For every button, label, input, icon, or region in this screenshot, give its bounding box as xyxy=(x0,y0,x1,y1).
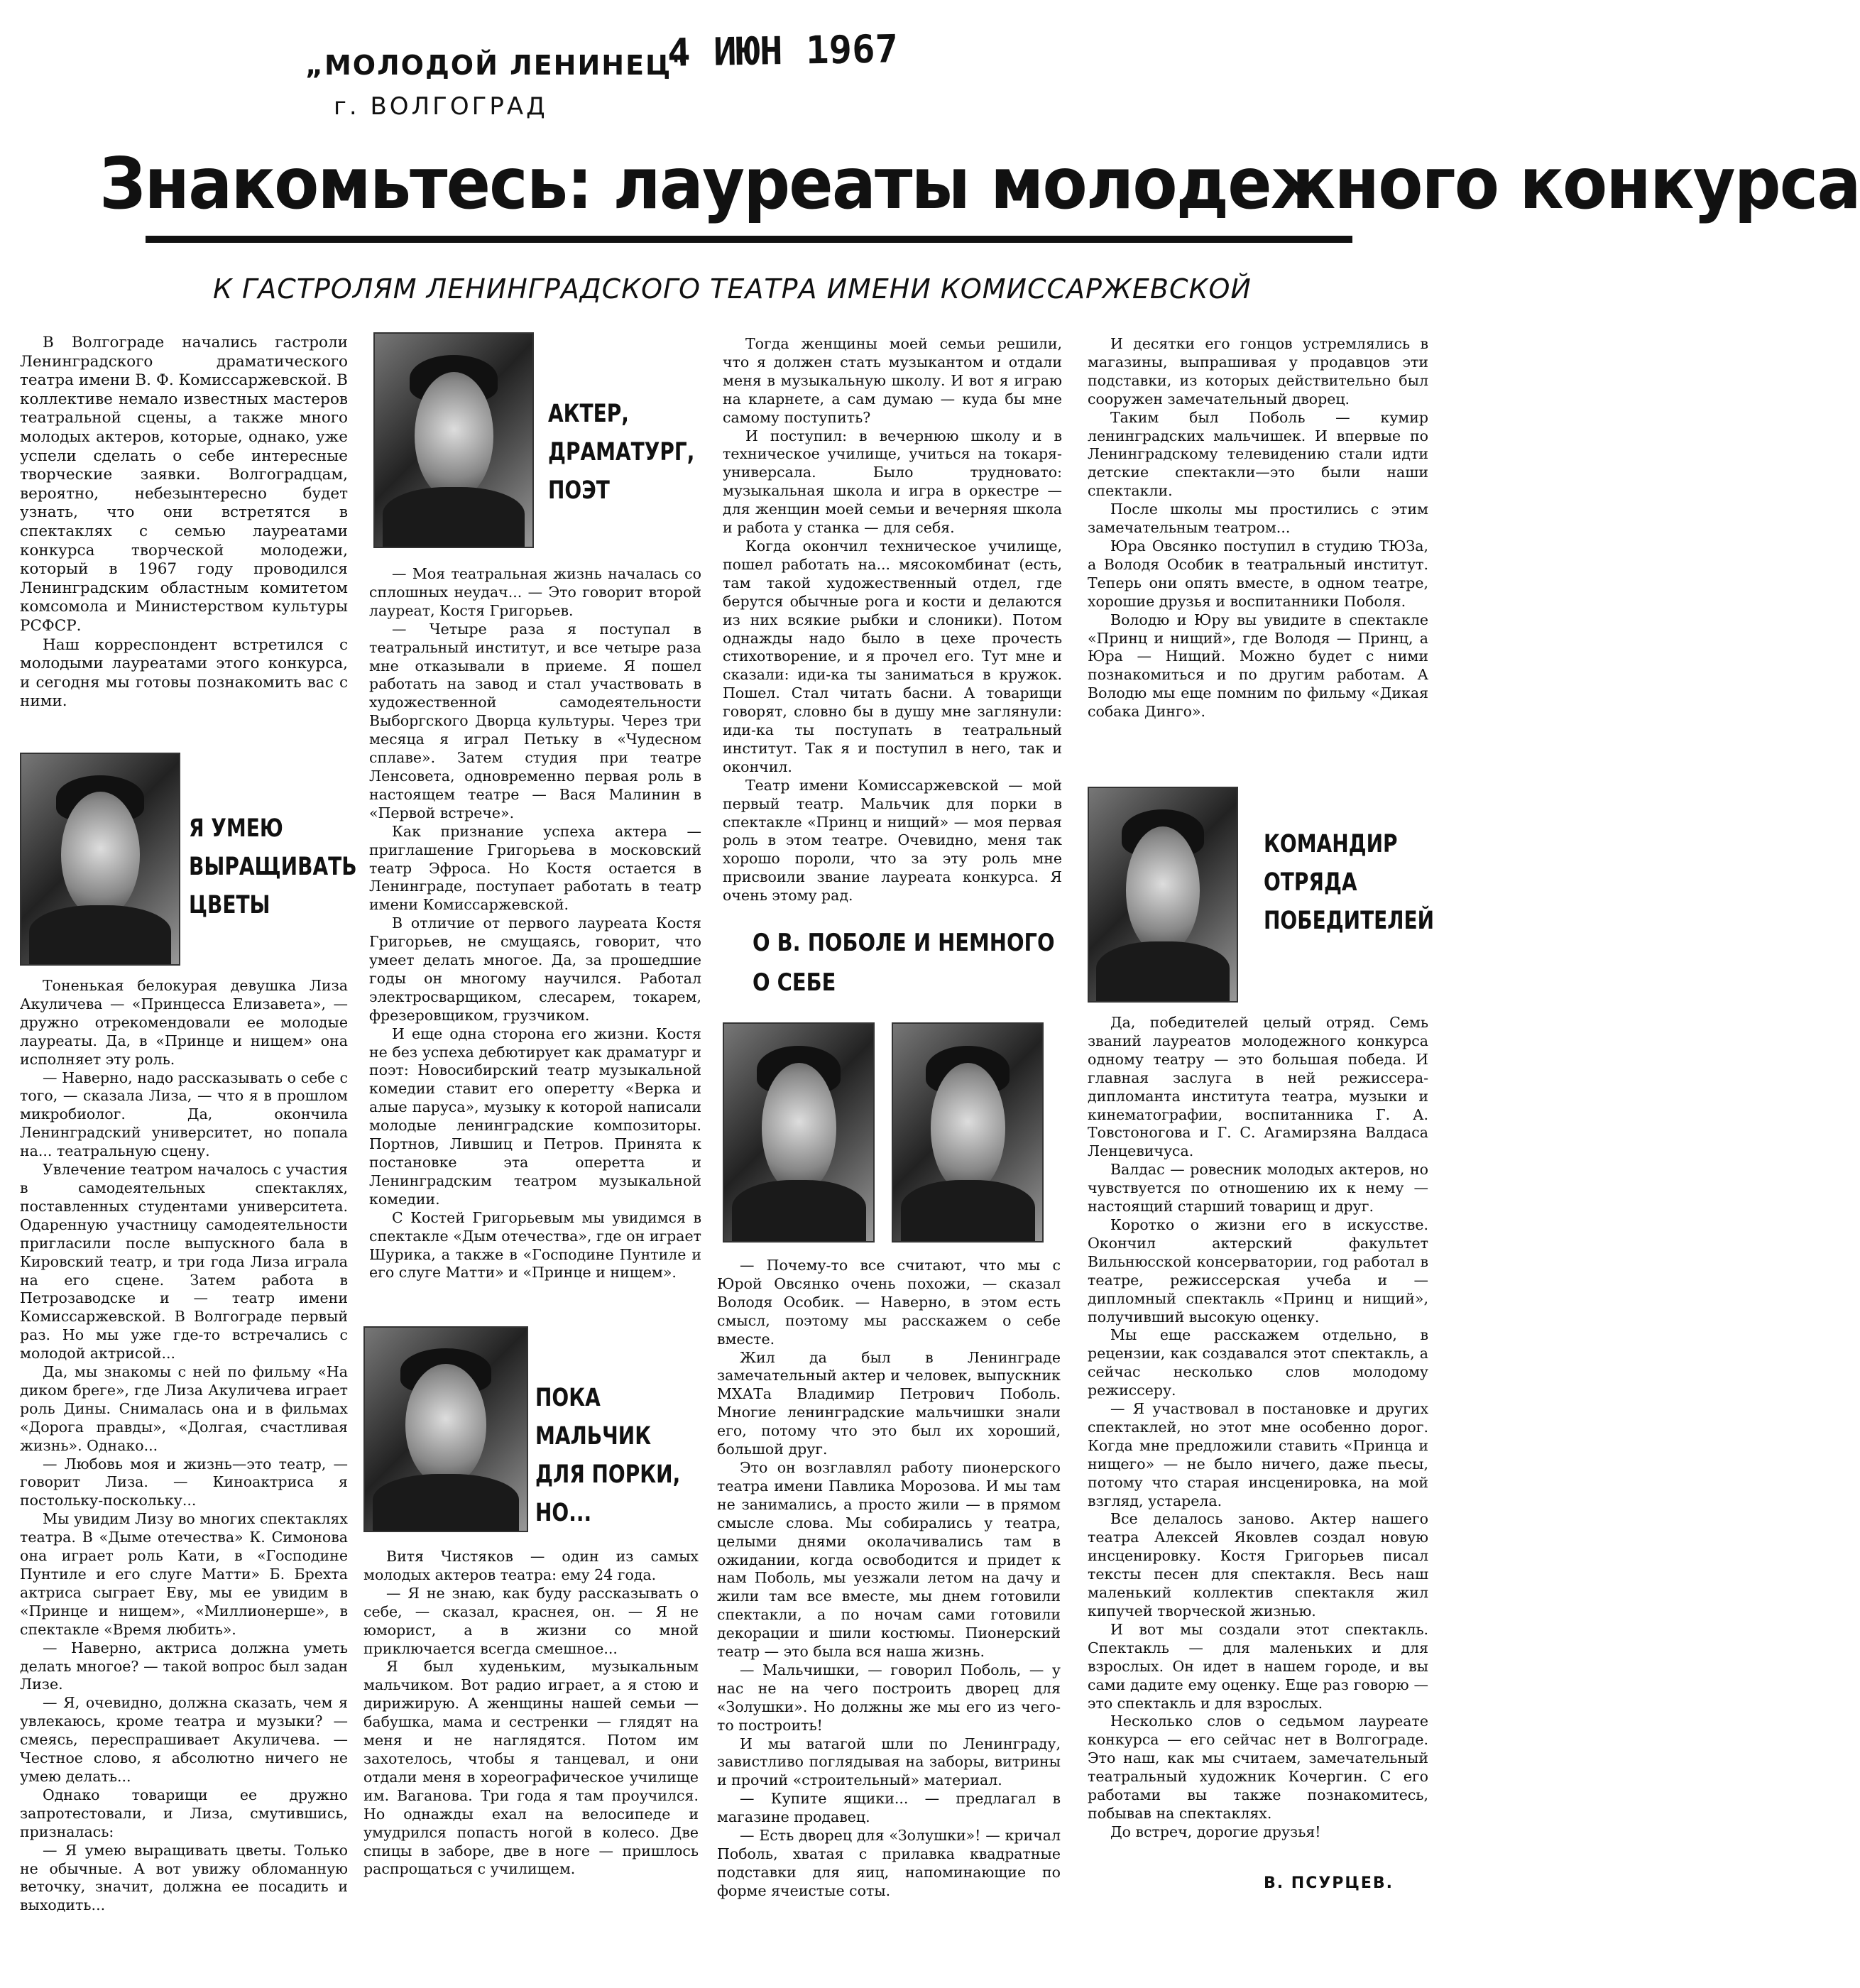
section1-heading: Я УМЕЮ ВЫРАЩИВАТЬ ЦВЕТЫ xyxy=(189,814,357,919)
subheadline: К ГАСТРОЛЯМ ЛЕНИНГРАДСКОГО ТЕАТРА ИМЕНИ КОМИССАРЖЕВСКОЙ xyxy=(213,273,1252,305)
photo-kostya-grigoriev xyxy=(373,332,534,548)
headline-rule xyxy=(146,236,1352,243)
newspaper-stamp: „МОЛОДОЙ ЛЕНИНЕЦ" xyxy=(305,50,688,81)
date-stamp: 4 ИЮН 1967 xyxy=(667,26,899,75)
section5-heading: КОМАНДИР ОТРЯДА ПОБЕДИТЕЛЕЙ xyxy=(1264,830,1435,935)
intro-text: В Волгограде начались гастроли Ленинградского драматического театра имени В. Ф. Комиссаржевской. В коллективе немало известных мастеров театральной сцены, а также много молодых актеров, которые, однако, уже успели сделать о себе интересные творческие заявки. Волгоградцам, вероятно, небезынтересно будет узнать, что они встретятся в спектаклях с семью лауреатами конкурса творческой молодежи, который в 1967 году проводился Ленинградским областным комитетом комсомола и Министерством культуры РСФСР. Наш корреспондент встретился с молодыми лауреатами этого конкурса, и сегодня мы готовы познакомить вас с ними. xyxy=(20,334,348,711)
photo-liza-akulicheva xyxy=(20,753,180,966)
photo-volodya-osobik xyxy=(723,1022,875,1242)
section3-text-part1: Витя Чистяков — один из самых молодых актеров театра: ему 24 года. — Я не знаю, как буду рассказывать о себе, — сказал, краснея, он. — Я не юморист, а в жизни со мной приключается всегда смешное... Я был худеньким, музыкальным мальчиком. Вот радио играет, а я стою и дирижирую. А женщины нашей семьи — бабушка, мама и сестренки — глядят на меня и не наглядятся. Потом им захотелось, чтобы я танцевал, и они отдали меня в хореографическое училище им. Ваганова. Три года я там проучился. Но однажды ехал на велосипеде и умудрился попасть ногой в колесо. Две спицы в заборе, две в ноге — пришлось распрощаться с училищем. xyxy=(363,1548,699,1878)
section2-heading: АКТЕР, ДРАМАТУРГ, ПОЭТ xyxy=(548,400,695,505)
city-stamp: г. ВОЛГОГРАД xyxy=(334,92,548,121)
section2-text: — Моя театральная жизнь началась со сплошных неудач... — Это говорит второй лауреат, Костя Григорьев. — Четыре раза я поступал в театральный институт, и все четыре раза мне отказывали в приеме. Я пошел работать на завод и стал участвовать в художественной самодеятельности Выборгского Дворца культуры. Через три месяца я играл Петьку в «Чудесном сплаве». Затем студия при театре Ленсовета, одновременно первая роль в настоящем театре — Вася Малинин в «Первой встрече». Как признание успеха актера — приглашение Григорьева в московский театр Эфроса. Но Костя остается в Ленинграде, поступает работать в театр имени Комиссаржевской. В отличие от первого лауреата Костя Григорьев, не смущаясь, говорит, что умеет делать многое. Да, за прошедшие годы он многому научился. Работал электросварщиком, слесарем, токарем, фрезеровщиком, грузчиком. И еще одна сторона его жизни. Костя не без успеха дебютирует как драматург и поэт: Новосибирский театр музыкальной комедии ставит его оперетту «Верка и алые паруса», музыку к которой написали молодые ленинградские композиторы. Портнов, Лившиц и Петров. Принята к постановке эта оперетта и Ленинградским театром музыкальной комедии. С Костей Григорьевым мы увидимся в спектакле «Дым отечества», где он играет Шурика, а также в «Господине Пунтиле и его слуге Матти» и «Принце и нищем». xyxy=(369,565,701,1282)
photo-vitya-chistyakov xyxy=(363,1326,528,1532)
photo-valdas-lencevicius xyxy=(1088,787,1238,1003)
photo-yura-ovsyanko xyxy=(892,1022,1044,1242)
section4-text-part2: И десятки его гонцов устремлялись в магазины, выпрашивая у продавцов эти подставки, из которых действительно был сооружен замечательный дворец. Таким был Поболь — кумир ленинградских мальчишек. И впервые по Ленинградскому телевидению стали идти детские спектакли—это были наши спектакли. После школы мы простились с этим замечательным театром... Юра Овсянко поступил в студию ТЮЗа, а Володя Особик в театральный институт. Теперь они опять вместе, в одном театре, хорошие друзья и воспитанники Поболя. Володю и Юру вы увидите в спектакле «Принц и нищий», где Володя — Принц, а Юра — Нищий. Можно будет с ними познакомиться и по другим работам. А Володю мы еще помним по фильму «Дикая собака Динго». xyxy=(1088,335,1428,721)
section3-heading: ПОКА МАЛЬЧИК ДЛЯ ПОРКИ, НО... xyxy=(535,1384,681,1527)
section4-heading: О В. ПОБОЛЕ И НЕМНОГО О СЕБЕ xyxy=(753,929,1055,997)
section3-text-part2: Тогда женщины моей семьи решили, что я должен стать музыкантом и отдали меня в музыкальную школу. И вот я играю на кларнете, а сам думаю — куда бы мне самому поступить? И поступил: в вечернюю школу и в техническое училище, учиться на токаря-универсала. Было трудновато: музыкальная школа и игра в оркестре — для женщин моей семьи и вечерняя школа и работа у станка — для себя. Когда окончил техническое училище, пошел работать на... мясокомбинат (есть, там такой художественный отдел, где берутся обычные рога и кости и делаются из них всякие рыбки и слоники). Потом однажды надо было в цехе прочесть стихотворение, и я прочел его. Тут мне и сказали: иди-ка ты заниматься в кружок. Пошел. Стал читать басни. А товарищи говорят, словно бы в душу мне заглянули: иди-ка ты поступать в театральный институт. Так я и поступил в него, так и окончил. Театр имени Комиссаржевской — мой первый театр. Мальчик для порки в спектакле «Принц и нищий» — моя первая роль в этом театре. Очевидно, меня так хорошо пороли, что за эту роль мне присвоили звание лауреата конкурса. Я очень этому рад. xyxy=(723,335,1062,905)
section1-text: Тоненькая белокурая девушка Лиза Акуличева — «Принцесса Елизавета», — дружно отрекомендовали ее молодые лауреаты. Да, в «Принце и нищем» она исполняет эту роль. — Наверно, надо рассказывать о себе с того, — сказала Лиза, — что я в прошлом микробиолог. Да, окончила Ленинградский университет, но попала на... театральную сцену. Увлечение театром началось с участия в самодеятельных спектаклях, поставленных студентами университета. Одаренную участницу самодеятельности пригласили после выпускного бала в Кировский театр, и три года Лиза играла на его сцене. Затем работа в Петрозаводске и — театр имени Комиссаржевской. В Волгограде первый раз. Но мы уже где-то встречались с молодой актрисой... Да, мы знакомы с ней по фильму «На диком бреге», где Лиза Акуличева играет роль Дины. Снималась она и в фильмах «Дорога правды», «Долгая, счастливая жизнь». Однако... — Любовь моя и жизнь—это театр, — говорит Лиза. — Киноактриса я постольку-поскольку... Мы увидим Лизу во многих спектаклях театра. В «Дыме отечества» К. Симонова она играет роль Кати, в «Господине Пунтиле и его слуге Матти» Б. Брехта актриса сыграет Еву, мы ее увидим в «Принце и нищем», «Миллионерше», в спектакле «Время любить». — Наверно, актриса должна уметь делать многое? — такой вопрос был задан Лизе. — Я, очевидно, должна сказать, чем я увлекаюсь, кроме театра и музыки? — смеясь, переспрашивает Акуличева. — Честное слово, я абсолютно ничего не умею делать... Однако товарищи ее дружно запротестовали, и Лиза, смутившись, призналась: — Я умею выращивать цветы. Только не обычные. А вот увижу обломанную веточку, значит, должна ее посадить и выходить... xyxy=(20,977,348,1914)
section4-text-part1: — Почему-то все считают, что мы с Юрой Овсянко очень похожи, — сказал Володя Особик. — Наверно, в этом есть смысл, поэтому мы расскажем о себе вместе. Жил да был в Ленинграде замечательный актер и человек, выпускник МХАТа Владимир Петрович Поболь. Многие ленинградские мальчишки знали его, потому что это был их хороший, большой друг. Это он возглавлял работу пионерского театра имени Павлика Морозова. И мы там не занимались, а просто жили — в прямом смысле слова. Мы собирались у театра, целыми днями околачивались там в ожидании, когда освободится и придет к нам Поболь, мы уезжали летом на дачу и жили там все вместе, мы днем готовили спектакли, а по ночам сами готовили декорации и шили костюмы. Пионерский театр — это была вся наша жизнь. — Мальчишки, — говорил Поболь, — у нас не на чего построить дворец для «Золушки». Но должны же мы его из чего-то построить! И мы ватагой шли по Ленинграду, завистливо поглядывая на заборы, витрины и прочий «строительный» материал. — Купите ящики... — предлагал в магазине продавец. — Есть дворец для «Золушки»! — кричал Поболь, хватая с прилавка квадратные подставки для яиц, напоминающие по форме ячеистые соты. xyxy=(717,1257,1061,1899)
headline: Знакомьтесь: лауреаты молодежного конкурса xyxy=(99,142,1860,225)
section5-text: Да, победителей целый отряд. Семь званий лауреатов молодежного конкурса одному театру — это большая победа. И главная заслуга в ней режиссера-дипломанта института театра, музыки и кинематографии, воспитанника Г. А. Товстоногова и Г. С. Агамирзяна Валдаса Ленцевичуса. Валдас — ровесник молодых актеров, но чувствуется по отношению их к нему — настоящий старший товарищ и друг. Коротко о жизни его в искусстве. Окончил актерский факультет Вильнюсской консерватории, год работал в театре, режиссерская учеба и — дипломный спектакль «Принц и нищий», получивший высокую оценку. Мы еще расскажем отдельно, в рецензии, как создавался этот спектакль, а сейчас несколько слов молодому режиссеру. — Я участвовал в постановке и других спектаклей, но этот мне особенно дорог. Когда мне предложили ставить «Принца и нищего» — не было ничего, даже пьесы, потому что старая инсценировка, на мой взгляд, устарела. Все делалось заново. Актер нашего театра Алексей Яковлев создал новую инсценировку. Костя Григорьев писал тексты песен для спектакля. Весь наш маленький коллектив спектакля жил кипучей творческой жизнью. И вот мы создали этот спектакль. Спектакль — для маленьких и для взрослых. Он идет в нашем городе, и вы сами дадите ему оценку. Еще раз говорю — это спектакль и для взрослых. Несколько слов о седьмом лауреате конкурса — его сейчас нет в Волгограде. Это наш, как мы считаем, замечательный театральный художник Кочергин. С его работами вы также познакомитесь, побывав на спектаклях. До встреч, дорогие друзья! xyxy=(1088,1014,1428,1840)
author-signature: В. ПСУРЦЕВ. xyxy=(1264,1874,1394,1892)
